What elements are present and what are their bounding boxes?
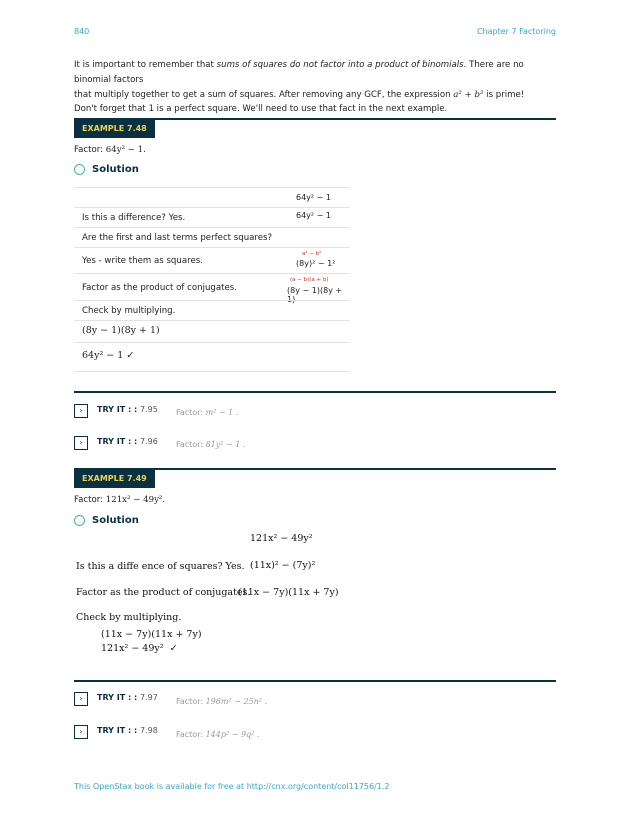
punctuation: . [162, 495, 166, 505]
try-it-label [97, 405, 158, 414]
try-it-problem [176, 697, 267, 706]
intro-text: that multiply together to get a sum of squares. After removing any GCF, the expression [74, 90, 454, 100]
step-text: Factor as the product of conjugates. [76, 587, 251, 598]
factor-label: Factor: [176, 697, 206, 706]
try-it-title: TRY IT : : [97, 693, 138, 702]
table-row [74, 342, 350, 372]
try-it-problem [176, 408, 238, 417]
annotation-note: a² − b² [302, 251, 322, 257]
punctuation: . [143, 145, 146, 155]
row-text: Yes - write them as squares. [82, 256, 203, 266]
math-expression: 81y² − 1 . [205, 440, 246, 449]
try-it-title: TRY IT : : [97, 405, 138, 414]
footer-link[interactable]: This OpenStax book is available for free at http://cnx.org/content/col11756/1.2 [74, 782, 390, 791]
factor-label: Factor: [176, 730, 206, 739]
intro-text: It is important to remember that [74, 60, 217, 70]
step-text: Is this a diffe ence of squares? Yes. [76, 561, 245, 572]
row-text: Factor as the product of conjugates. [82, 283, 237, 293]
try-it-title: TRY IT : : [97, 726, 138, 735]
try-it-title: TRY IT : : [97, 437, 138, 446]
step-math: (11x)² − (7y)² [250, 560, 316, 571]
math-expression: 144p² − 9q² . [205, 730, 260, 739]
row-math: (8y)² − 1² [296, 259, 336, 268]
try-it-label [97, 693, 158, 702]
step-math: (11x − 7y)(11x + 7y) [238, 587, 339, 598]
chevron-right-icon[interactable]: › [74, 725, 88, 739]
try-it-number: 7.98 [139, 726, 158, 735]
start-expression: 121x² − 49y² [250, 533, 313, 544]
math-expression: m² − 1 . [205, 408, 239, 417]
row-math: 64y² − 1 [296, 193, 331, 202]
check-result [101, 643, 178, 654]
intro-text: . There are no binomial factors [74, 60, 524, 85]
math-expression: 121x² − 49y² [105, 495, 163, 505]
row-text: Is this a difference? Yes. [82, 213, 186, 223]
reminder-text: Don't forget that 1 is a perfect square. We'll need to use that fact in the next example. [74, 104, 448, 114]
annotation-note: (a − b)(a + b) [290, 277, 329, 283]
example-label: EXAMPLE 7.48 [74, 120, 155, 138]
intro-text: is prime! [483, 90, 525, 100]
row-math: 64y² − 1 ✓ [82, 350, 135, 361]
table-row [74, 227, 350, 248]
check-circle-icon [74, 164, 85, 175]
example-end-rule [74, 391, 556, 393]
solution-heading: Solution [92, 164, 139, 175]
factor-label: Factor: [176, 408, 206, 417]
try-it-number: 7.97 [139, 693, 158, 702]
table-row [74, 300, 350, 321]
row-text: Check by multiplying. [82, 306, 176, 316]
math-expression: a² + b² [453, 90, 484, 100]
try-it-number: 7.96 [139, 437, 158, 446]
row-math: (8y − 1)(8y + 1) [82, 325, 160, 336]
chevron-right-icon[interactable]: › [74, 404, 88, 418]
try-it-number: 7.95 [139, 405, 158, 414]
row-math: 64y² − 1 [296, 211, 331, 220]
table-row [74, 320, 350, 343]
chevron-right-icon[interactable]: › [74, 436, 88, 450]
factor-label: Factor: [74, 145, 106, 155]
solution-heading: Solution [92, 515, 139, 526]
chevron-right-icon[interactable]: › [74, 692, 88, 706]
factor-label: Factor: [74, 495, 106, 505]
checkmark-icon: ✓ [169, 643, 178, 654]
math-expression: 196m² − 25n² . [205, 697, 268, 706]
try-it-problem [176, 440, 245, 449]
page-number: 840 [74, 27, 90, 36]
chapter-title: Chapter 7 Factoring [476, 27, 556, 36]
try-it-problem [176, 730, 259, 739]
try-it-label [97, 726, 158, 735]
check-math: 121x² − 49y² [101, 643, 164, 654]
table-row [74, 247, 350, 274]
example-label: EXAMPLE 7.49 [74, 470, 155, 488]
table-row [74, 207, 350, 228]
try-it-label [97, 437, 158, 446]
math-expression: 64y² − 1 [105, 145, 144, 155]
example-prompt [74, 143, 146, 158]
check-circle-icon [74, 515, 85, 526]
table-row [74, 273, 350, 304]
example-end-rule [74, 680, 556, 682]
example-prompt [74, 493, 165, 508]
step-text: Check by multiplying. [76, 612, 182, 623]
table-row [74, 187, 350, 208]
intro-paragraph [74, 58, 560, 103]
check-math: (11x − 7y)(11x + 7y) [101, 629, 202, 640]
intro-emphasis: sums of squares do not factor into a product of binomials [216, 60, 464, 70]
row-text: Are the first and last terms perfect squares? [82, 233, 273, 243]
factor-label: Factor: [176, 440, 206, 449]
row-math: (8y − 1)(8y + 1) [287, 286, 343, 304]
